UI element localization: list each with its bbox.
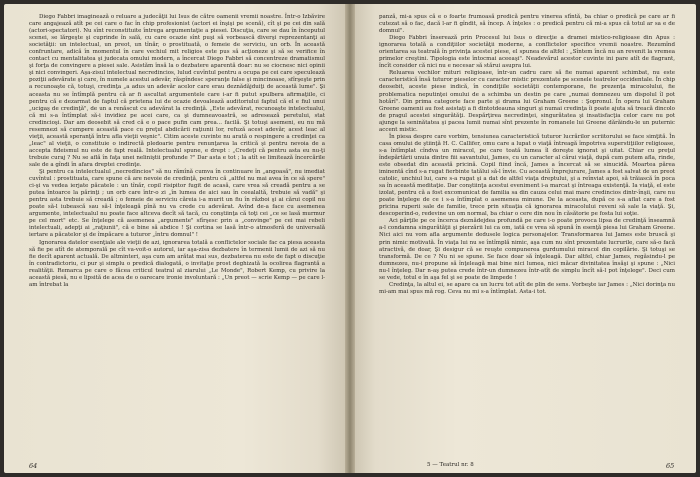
right-page [355, 4, 696, 473]
paragraph: panză, mi-a spus că e o foarte frumoasă predică pentru vinerea sfîntă, ba chiar o predică pe care ar fi cutezat să o fac, dacă l-ar fi gîndit, să încep. A înţeles : o predică pentru că mi-a spus că totul ar sa e de domnul". [379, 14, 675, 35]
page-number: 64 [29, 462, 38, 470]
left-page [4, 4, 345, 473]
paragraph: În piesa despre care vorbim, tensiunea caracteristică tuturor lucrărilor scriitorului se face simţită. În casa omului de ştiinţă H. C. Callifer, omu care a lupat o viaţă întreagă împotriva superstiţiilor religioase, s-a întîmplat cîndva un miracol, pe care toată lumea îl doreşte ignorat şi uitat. Chiar cu preţul îndepărtării unuia dintre fiii savantului, James, cu un caracter al cărui viaţă, după cum putem afla, rinde, este obsedat din această pricină. Copil fiind încă, James a încercat să se sinucidă. Moartea părea iminentă cînd s-a rugat fierbinte tatălui să-l învie. Cu această împrejurare, James a fost salvat de un preot catolic, unchiul lui, care s-a rugat şi a dat de altfel viaţa dreptului, şi a reînviat apoi, să trăiască în poca sa în această meditaţie. Dar conştiinţa acestui eveniment i-a marcat şi întreaga existenţă. Ia viaţă, el este izolat, pentru că a fost excomunicat de familia sa din cauza celui mai mare credincios dintr-înşii, care nu poate înţelege de ce i s-a întîmplat o asemenea minune. De la aceasta, după ce s-a aflat care a fost pricina ruperii sale de familie, trece prin situaţia că ignorarea miracolului reveni să sale la viaţă. Şi, descoperind-o, redevine un om normal, ba chiar o cere din nou în căsătorie pe fosta lui soţie. [379, 133, 675, 218]
paragraph: Reluarea vechilor mituri religioase, într-un cadru care să fie numai aparent schimbat, nu este caracteristică însă tuturor pieselor cu caracter mistic prezentate pe scenele teatrelor occidentale. În chip deosebit, aceste piese indică, în condiţiile societăţii contemporane, fie prezenţa miracolului, fie problematica neputinţei omului de a schimba un destin pe care „numai domnezeu um dispolul îl pot hotărî". Din prima categorie face parte şi drama lui Graham Greene : Şopronul. În opera lui Graham Greene oamenii au fost asistaţi a fi dintotdeauna singuri şi numai credinţa îi poate ajuta să treacă dincolo de pragul acestei singurătăţi. Despărţirea necredinţei, singurătatea şi insatisfacţia celor care nu pot ajunge la seninătatea şi pacea lumii numai sînt prezente în romanele lui Greene dărăindu-le un puternic accent mistic. [379, 70, 675, 133]
left-page-text [29, 14, 325, 289]
paragraph: Ignorarea datelor esenţiale ale vieţii de azi, ignorarea totală a conflictelor sociale fac ca piesa aceasta să fie pe atît de atemporală pe cît va-voit-o autorul, iar aşa-zisa dezbatere în termenii lumii de azi să nu fie decît aparent actuală. De altminteri, aşa cum am arătat mai sus, dezbaterea nu este de fapt o discuţie în contradictoriu, ci pur şi simplu o predică dialogată, o invitaţie prost deghizată la ocolirea flagrantă a realităţii. Remarca pe care o făcea criticul teatral al ziarului „Le Monde", Robert Kemp, cu privire la această piesă, nu e lipsită de acea de o oarecare ironie involuntară : „Un preot — scrie Kemp — pe care l-am întrebat la [29, 239, 325, 288]
right-page-text [379, 14, 675, 296]
paragraph: Şi pentru ca intelectualul „necredincios" să nu rămînă cumva în continuare în „angoasă", nu imediat cuvîntul : prostituata, care spune că are nevoie de credinţă, pentru că „altfel nu mai avea în ce să spere" ci-şi va vedea ierjate păcatele : un tînăr, copil risipitor fugit de acasă, care vrea să creadă pentru a se putea întoarce la părinţi ; un orb care într-o zi „în lumea de aici sau în ceealaltă, trebuie să vadă" şi pentru asta trebuie să creadă ; o femeie de serviciu căreia i-a murit un fiu în război şi ai cărui copil nu poate să-l iubească sau să-l înţeleagă pînă nu va crede cu adevărat. Avînd de-a face cu asemenea argumente, intelectualul nu poate face altceva decît să tacă, cu conştiinţa că toţi cei „ce se lasă murmur pe cel mort" etc. Se înţelege că asemenea „argumente" sfîrşesc prin a „convinge" pe cei mai rebeli intelectuali, adepţi ai „raţiunii", că e bine să abdice ! Şi cortina se lasă într-o atmosferă de universală iertare a păcatelor şi de împăcare a tuturor „întru domnul" ! [29, 169, 325, 239]
paragraph: Aci părţile pe ce încerca deznădejdea profundă pe care i-o poate provoca lipsa de credinţă înseamnă a-l condamna singurătăţii şi pierzării lui ca om, iată ce vrea să spună în esenţă piesa lui Graham Greene. Nici aici nu vom afla argumente dedusele logica personajelor. Transformarea lui James este bruscă şi prin nimic motivată. În viaţa lui nu se întîmplă nimic, aşa cum nu sînt prezentate lucrurile, care să-o facă atractivă, de doar, Şi desigur că se reuşte compunerea gurdumului miracol din copilărie. Şi totuşi se transformă. De ce ? Nu ni se spune. Se face doar să înţeleagă. Dar altfel, chiar James, regăsindu-l pe dumnezeu, nu-i propune să înţeleagă mai bine nici lumea, nici măcar divinitatea însăşi şi spune : „Nici nu-l înţeleg. Dar n-aş putea crede într-un dumnezeu într-atît de simplu încît să-l pot înţelege". Deci cum se vede, totul e în aşa fel şi se poate de limpede ! [379, 218, 675, 281]
signature-mark: 5 — Teatrul nr. 8 [427, 462, 474, 468]
book-gutter [345, 4, 355, 473]
paragraph: Diego Fabbri imaginează o reluare a judecăţii lui Isus de către oamenii vremii noastre. Într-o Izbăvire care angajează atît pe cei care o fac în chip profesionist (actori ei înşişi pe scenă), cît şi pe cei din sală (actori-spectatori). Nu sînt reconstituite întrega argumentaţie a piesei. Discuţia, care se dau în începutul scenei, se lărgeşte şi cuprinde în sală, cu care ocazie sînt puşi să vorbească diverşi reprezentanţi ai societăţii: un intelectual, un preot, un tînăr, o prostituată, o femeie de serviciu, un orb. În această confruntare, adică în momentul în care vechiul mit religios este pus să acţioneze şi să se verifice în contact cu mentalitatea şi judecata omului modern, a încercat Diego Fabbri să concentreze dramatismul şi forţa de convingere a piesei sale. Asistăm însă la o dezbatere aparentă doar: nu se ciocnesc nici opinii şi nici convingeri. Aşa-zisul intelectual necredincios, lulud cuvîntul pentru a ocupa pe cei care speculează poziţii adevărate şi care, în numele acestui adevăr, răspîndesc speranţe false şi mincinoase, sfîrşeşte prin a recunoaşte că, totuşi, credinţa „a adus un adevăr acelor care erau deznădăjduiţi de această lume". Şi aceasta nu se întîmplă pentru că ar fi ascultat argumentele care i-ar fi putut spulbera afirmaţiile, ci pentru că e dezarmat de faptul că prietena lui de ocazie devoalează auditoriului faptul că el e fiul unui „ucigaş de credinţă", de un a renăscut cu adevărat la credinţă. „Este adevărat, recunoaşte intelectualul, că mi s-a întîmplat să-i invidiez pe acei care, ca şi dumneavoastră, se adresează peretului, stat credincioşi. Dar am deosebit să cred că e o pace pufin cam prea... facilă. Şi totuşi asemeni, eu nu mă resemnezi să cumpere această pace cu preţul abdicării raţiunii lor, refuză acest adevăr, acest leac al vieţii, această speranţă întru afla vieţii veşnic". Citim aceste cuvinte nu arată o respingere a credinţei ca „leac" al vieţii, o constituie o indirectă pledoarie pentru renunţarea la critică şi pentru nevoia de a accepta fideismul nu este de fapt reală. Intelectualul spune, e drept : „Credeţi că pentru asta eu nu-ţi trebuie curaj ? Nu se află în faţa unei neliniştii profunde ?" Dar asta e tot ; la atît se limitează încercările sale de a gîndi în afara dreptei credinţe. [29, 14, 325, 168]
paragraph: Diego Fabbri înserează prin Procesul lui Isus o direcţie a dramei mistico-religioase din Apus : ignorarea totală a condiţiilor societăţii moderne, a conflictelor specifice vremii noastre. Rezumînd orientarea sa teatrală în privinţa acestei piese, el spunea de altfel : „Sîntem încă nu an revenit la vremea primelor creştini. Tipologia este întocmai aceeaşi". Neadevărul acestor cuvinte ini pare atît de flagrant, încît consider că nici nu e necesar să stărui asupra lui. [379, 35, 675, 70]
page-number: 65 [666, 462, 675, 470]
paragraph: Credinţa, la altul ei, se apare ca un lucru tot atît de plin de sens. Vorbeşte iar James : „Nici dorinţa nu mi-am mai spus mă rog. Ceva nu mi s-a întîmplat. Asta-i tot. [379, 281, 675, 295]
